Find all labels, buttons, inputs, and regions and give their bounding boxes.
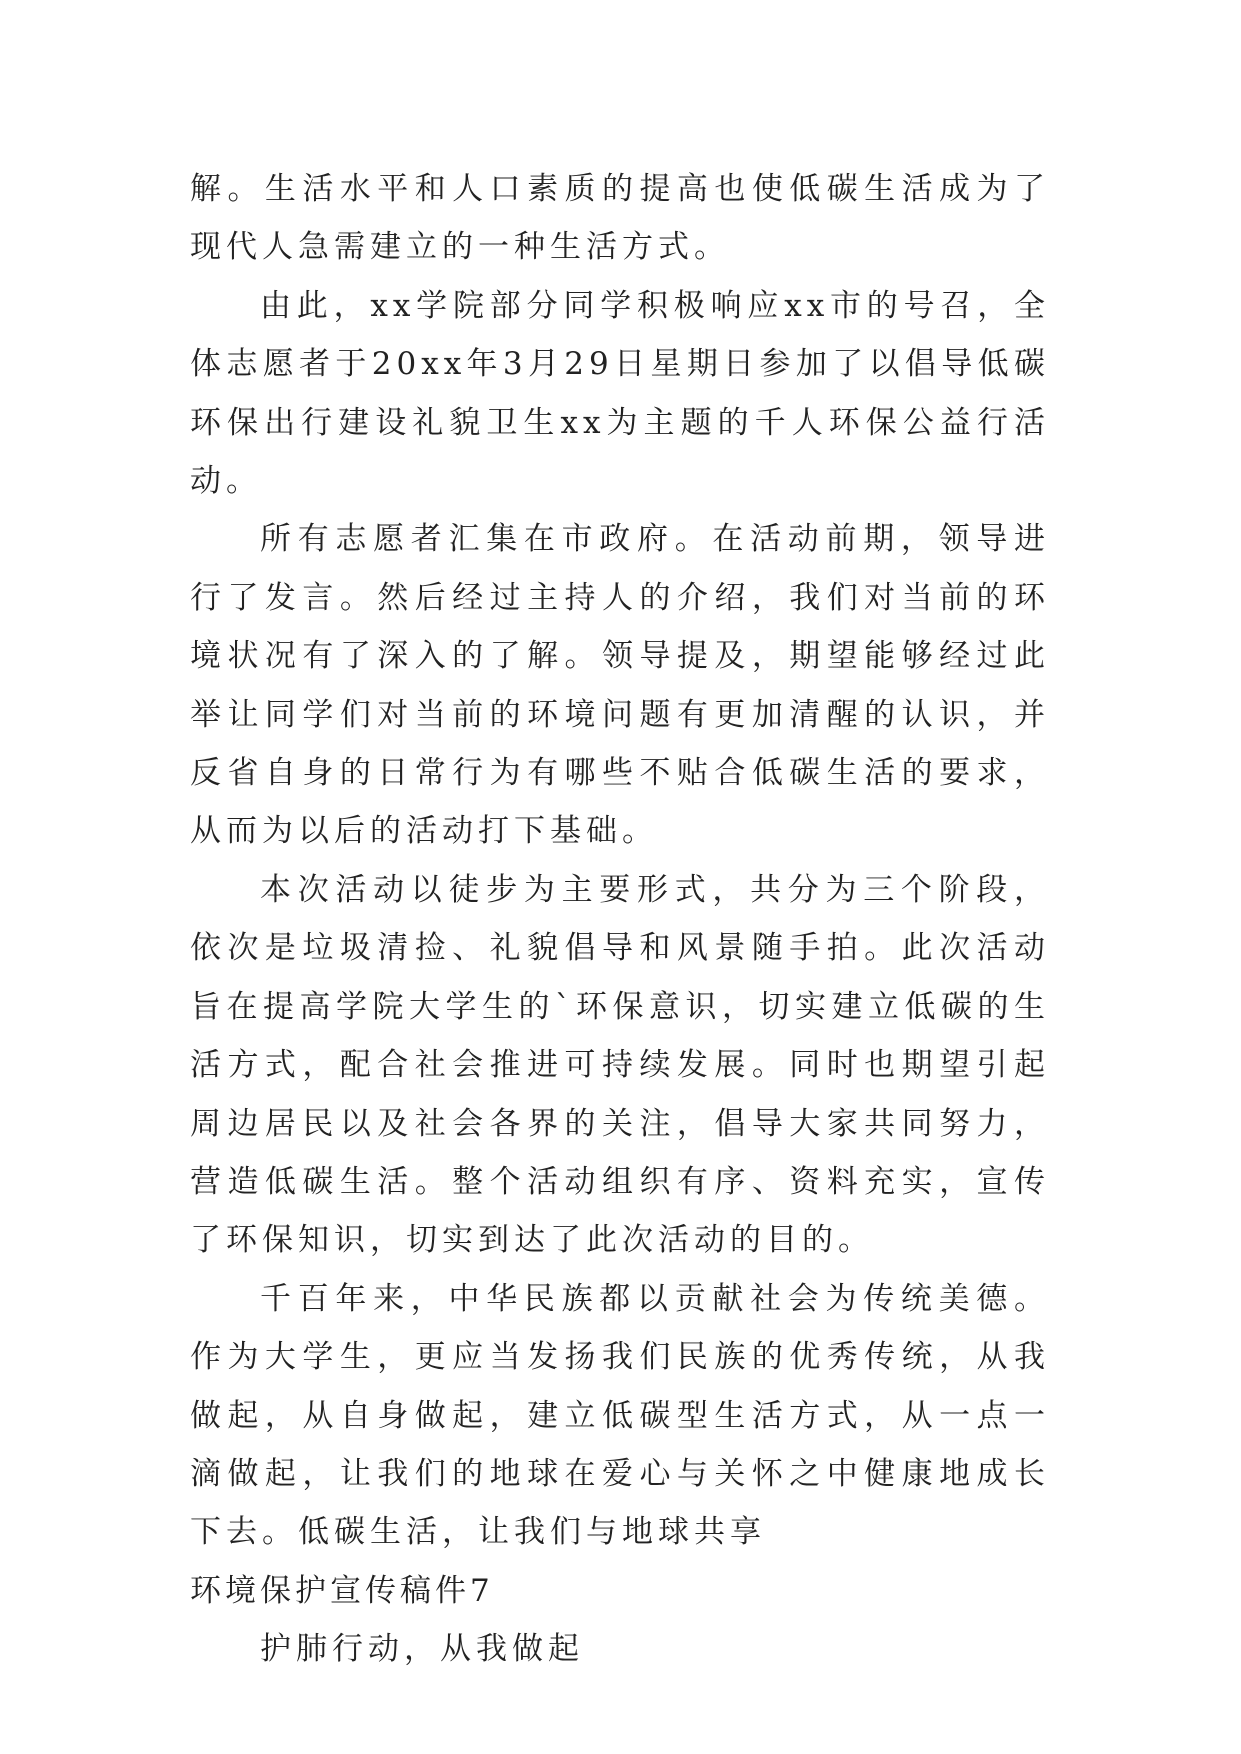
document-body	[190, 160, 1050, 1679]
paragraph-continuation: 解。生活水平和人口素质的提高也使低碳生活成为了现代人急需建立的一种生活方式。	[190, 171, 1050, 266]
paragraph-gathering: 所有志愿者汇集在市政府。在活动前期，领导进行了发言。然后经过主持人的介绍，我们对当前的环境状况有了深入的了解。领导提及，期望能够经过此举让同学们对当前的环境问题有更加清醒的认识，并反省自身的日常行为有哪些不贴合低碳生活的要求，从而为以后的活动打下基础。	[190, 521, 1050, 850]
paragraph-activity: 本次活动以徒步为主要形式，共分为三个阶段，依次是垃圾清捡、礼貌倡导和风景随手拍。此次活动旨在提高学院大学生的`环保意识，切实建立低碳的生活方式，配合社会推进可持续发展。同时也期望引起周边居民以及社会各界的关注，倡导大家共同努力，营造低碳生活。整个活动组织有序、资料充实，宣传了环保知识，切实到达了此次活动的目的。	[190, 871, 1050, 1259]
paragraph-conclusion: 千百年来，中华民族都以贡献社会为传统美德。作为大学生，更应当发扬我们民族的优秀传统，从我做起，从自身做起，建立低碳型生活方式，从一点一滴做起，让我们的地球在爱心与关怀之中健康地成长下去。低碳生活，让我们与地球共享	[190, 1280, 1050, 1551]
paragraph-volunteers: 由此，xx学院部分同学积极响应xx市的号召，全体志愿者于20xx年3月29日星期日参加了以倡导低碳环保出行建设礼貌卫生xx为主题的千人环保公益行活动。	[190, 287, 1050, 500]
section-subtitle: 护肺行动，从我做起	[260, 1631, 584, 1668]
section-title: 环境保护宣传稿件7	[190, 1572, 494, 1609]
